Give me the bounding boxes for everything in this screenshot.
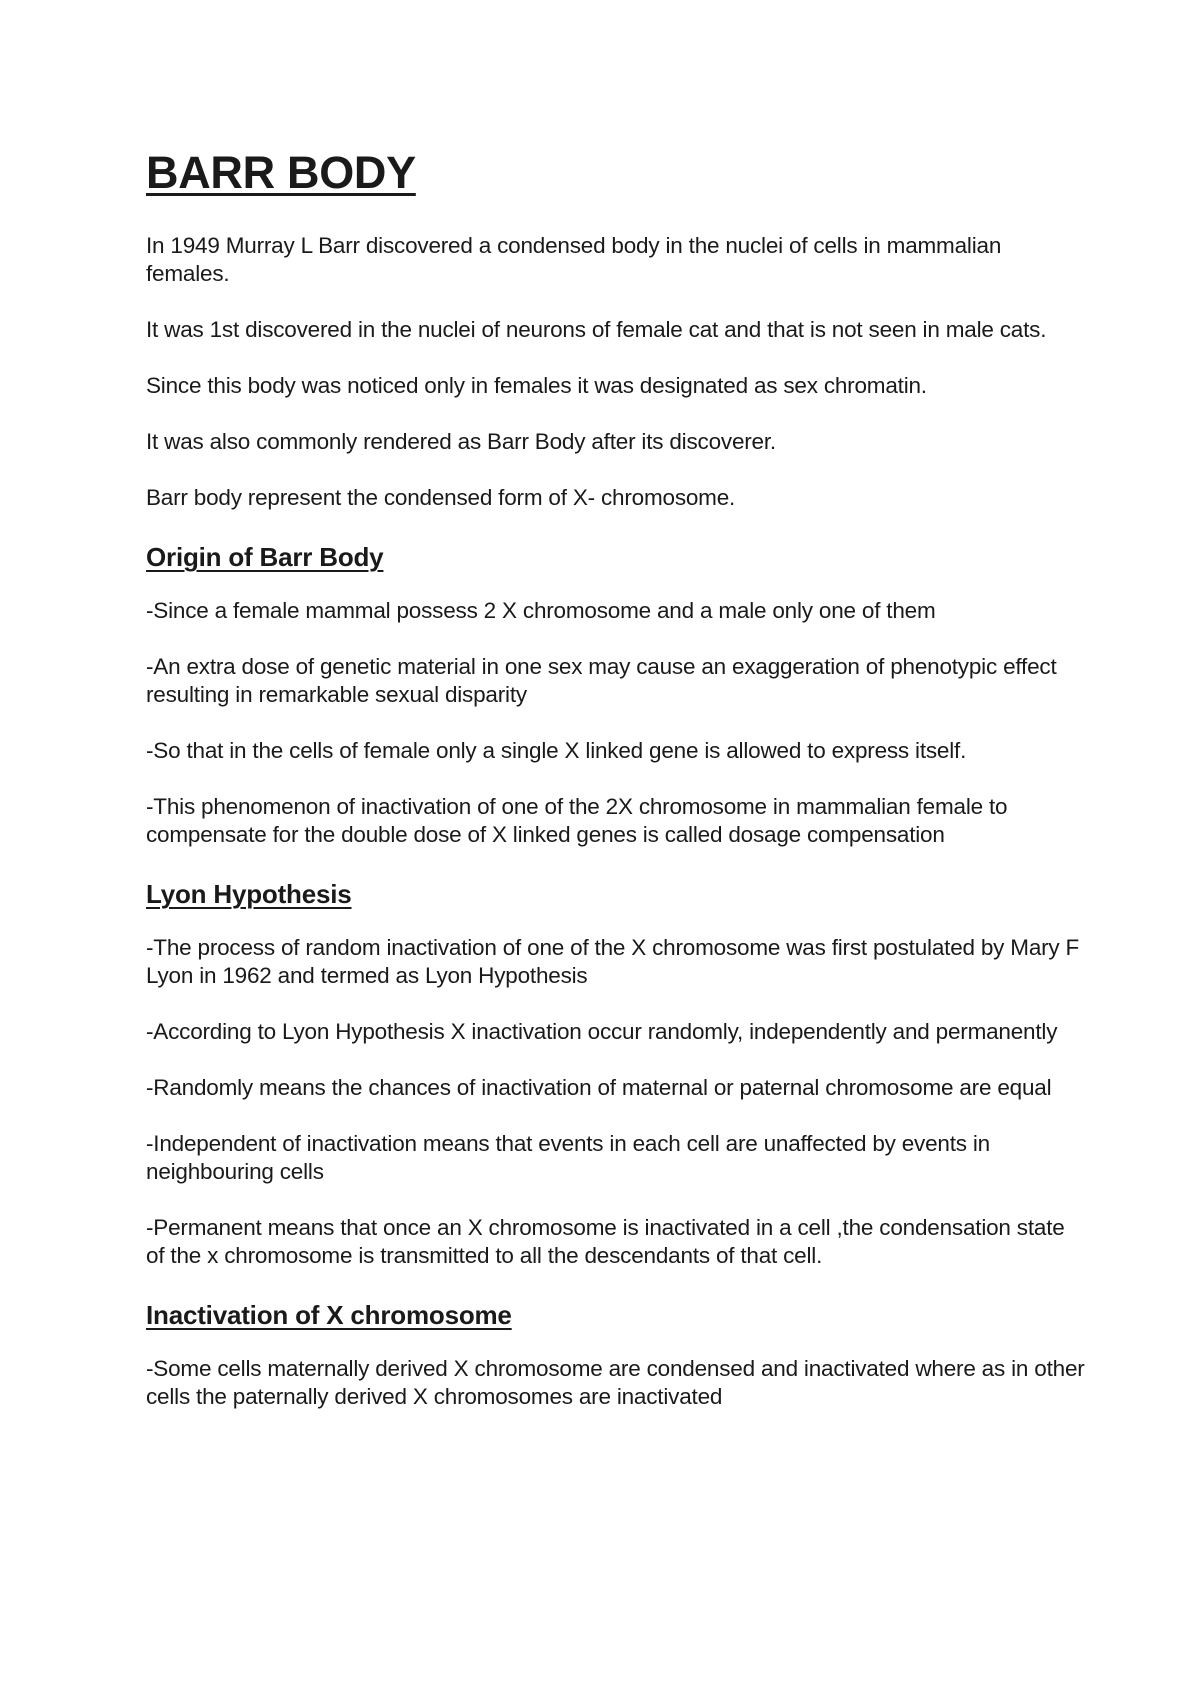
- intro-paragraph: It was also commonly rendered as Barr Body after its discoverer.: [146, 429, 776, 454]
- document-page: [146, 144, 1086, 1439]
- section-paragraph: -Some cells maternally derived X chromosome are condensed and inactivated where as in other cells the paternally derived X chromosomes are inactivated: [146, 1356, 1085, 1409]
- section-paragraph: -According to Lyon Hypothesis X inactivation occur randomly, independently and permanently: [146, 1019, 1058, 1044]
- intro-paragraph: In 1949 Murray L Barr discovered a condensed body in the nuclei of cells in mammalian females.: [146, 233, 1002, 286]
- document-title: BARR BODY: [146, 147, 416, 198]
- section-paragraph: -Independent of inactivation means that events in each cell are unaffected by events in neighbouring cells: [146, 1131, 990, 1184]
- section-heading-origin: Origin of Barr Body: [146, 542, 384, 572]
- section-paragraph: -Permanent means that once an X chromosome is inactivated in a cell ,the condensation state of the x chromosome is transmitted to all the descendants of that cell.: [146, 1215, 1065, 1268]
- intro-paragraph: Since this body was noticed only in females it was designated as sex chromatin.: [146, 373, 927, 398]
- section-heading-inactivation: Inactivation of X chromosome: [146, 1300, 512, 1330]
- section-paragraph: -So that in the cells of female only a single X linked gene is allowed to express itself.: [146, 738, 967, 763]
- intro-paragraph: Barr body represent the condensed form of X- chromosome.: [146, 485, 736, 510]
- section-heading-lyon-hypothesis: Lyon Hypothesis: [146, 879, 352, 909]
- section-paragraph: -This phenomenon of inactivation of one of the 2X chromosome in mammalian female to compensate for the double dose of X linked genes is called dosage compensation: [146, 794, 1008, 847]
- section-paragraph: -Since a female mammal possess 2 X chromosome and a male only one of them: [146, 598, 936, 623]
- intro-paragraph: It was 1st discovered in the nuclei of neurons of female cat and that is not seen in male cats.: [146, 317, 1047, 342]
- section-paragraph: -Randomly means the chances of inactivation of maternal or paternal chromosome are equal: [146, 1075, 1052, 1100]
- section-paragraph: -The process of random inactivation of one of the X chromosome was first postulated by Mary F Lyon in 1962 and termed as Lyon Hypothesis: [146, 935, 1080, 988]
- section-paragraph: -An extra dose of genetic material in one sex may cause an exaggeration of phenotypic effect resulting in remarkable sexual disparity: [146, 654, 1057, 707]
